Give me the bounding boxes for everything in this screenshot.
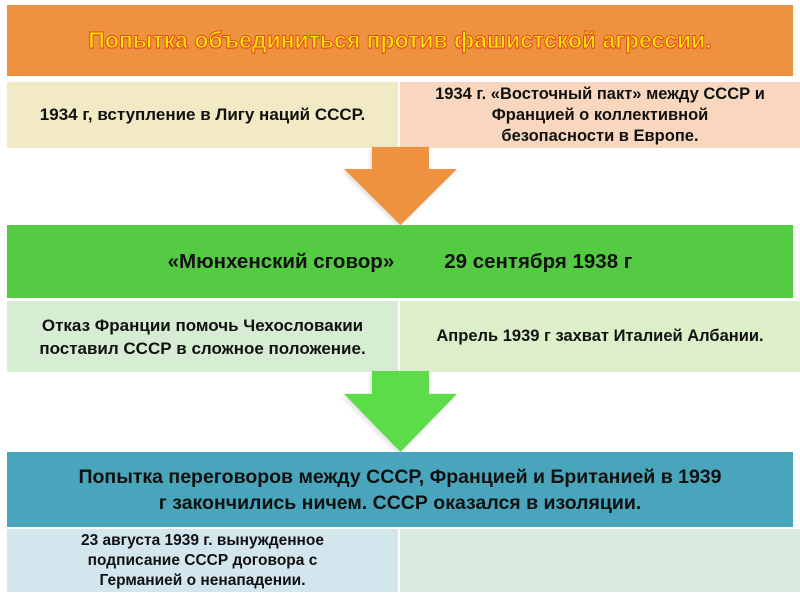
cell-france-refusal [7, 301, 398, 372]
cell-albania-capture [400, 301, 800, 372]
slide-title: Попытка объединиться против фашистской агрессии. [88, 27, 712, 53]
header-band [7, 5, 793, 76]
cell-nonaggression-pact-line: 23 августа 1939 г. вынужденное [80, 531, 325, 549]
cell-eastern-pact [400, 82, 800, 148]
cell-france-refusal-line: Отказ Франции помочь Чехословакии [41, 315, 364, 335]
cell-nonaggression-pact-line: подписание СССР договора с [87, 551, 318, 569]
down-arrow-icon [344, 147, 457, 225]
isolation-band [7, 452, 793, 527]
cell-empty [400, 529, 800, 592]
down-arrow-icon [344, 371, 457, 452]
cell-eastern-pact-line: безопасности в Европе. [501, 126, 699, 145]
isolation-band-line: г закончились ничем. СССР оказался в изоляции. [158, 491, 642, 514]
munich-band [7, 225, 793, 298]
down-arrow-shape [344, 371, 457, 452]
cell-albania-capture-text: Апрель 1939 г захват Италией Албании. [436, 327, 764, 345]
cell-nonaggression-pact [7, 529, 398, 592]
cell-eastern-pact-line: Францией о коллективной [491, 105, 709, 124]
cell-nonaggression-pact-line: Германией о ненападении. [99, 571, 306, 589]
cell-league-of-nations-text: 1934 г, вступление в Лигу наций СССР. [39, 105, 366, 124]
cell-league-of-nations [7, 82, 398, 148]
munich-band-title: «Мюнхенский сговор» [167, 249, 395, 273]
cell-france-refusal-line: поставил СССР в сложное положение. [39, 338, 366, 358]
munich-band-date: 29 сентября 1938 г [444, 249, 633, 273]
isolation-band-line: Попытка переговоров между СССР, Францией и Британией в 1939 [78, 465, 722, 488]
down-arrow-shape [344, 147, 457, 225]
cell-eastern-pact-line: 1934 г. «Восточный пакт» между СССР и [435, 84, 765, 103]
